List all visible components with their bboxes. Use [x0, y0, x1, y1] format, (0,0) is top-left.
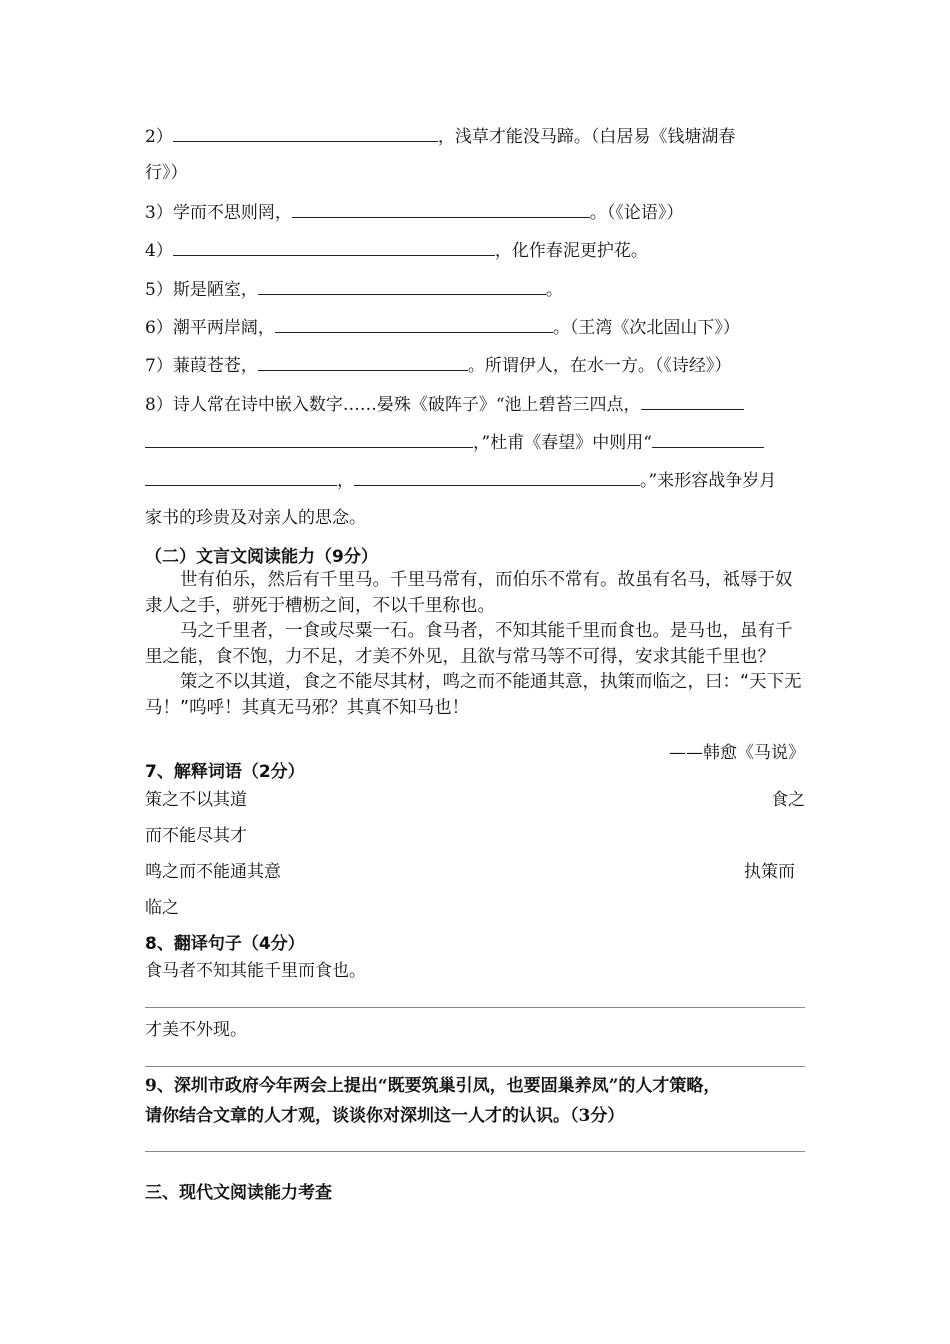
question-2-wrap: 行》） — [145, 163, 188, 183]
answer-blank[interactable] — [145, 429, 473, 448]
q8-sentence-2: 才美不外现。 — [145, 1020, 247, 1040]
q7-item-3: 鸣之而不能通其意 — [145, 862, 281, 882]
question-5: 5）斯是陋室， 。 — [145, 276, 563, 302]
question-8-line3: ， 。”来形容战争岁月 — [145, 467, 776, 493]
question-8-line4: 家书的珍贵及对亲人的思念。 — [145, 508, 366, 528]
q7-item-4a: 执策而 — [744, 862, 795, 882]
answer-blank[interactable] — [292, 199, 590, 218]
answer-blank[interactable] — [275, 314, 553, 333]
question-8-line2: ，”杜甫《春望》中则用“ — [145, 429, 764, 455]
passage-source: ——韩愈《马说》 — [669, 743, 805, 763]
answer-line[interactable] — [145, 1007, 805, 1008]
answer-line[interactable] — [145, 1066, 805, 1067]
passage-paragraph-2: 马之千里者，一食或尽粟一石。食马者，不知其能千里而食也。是马也，虽有千里之能，食不饱，力不足，才美不外见，且欲与常马等不可得，安求其能千里也？ — [145, 621, 793, 667]
question-4: 4） ，化作春泥更护花。 — [145, 237, 648, 263]
section-3-heading: 三、现代文阅读能力考查 — [145, 1183, 332, 1203]
q9-line-1: 9、深圳市政府今年两会上提出“既要筑巢引凤，也要固巢养凤”的人才策略， — [145, 1076, 721, 1096]
q8-heading: 8、翻译句子（4分） — [145, 934, 305, 954]
answer-blank[interactable] — [173, 237, 495, 256]
q7-item-1: 策之不以其道 — [145, 790, 247, 810]
q7-item-4b: 临之 — [145, 898, 179, 918]
classical-heading: （二）文言文阅读能力（9分） — [145, 547, 378, 567]
q7-heading: 7、解释词语（2分） — [145, 762, 305, 782]
answer-blank[interactable] — [173, 123, 438, 142]
question-2: 2） ，浅草才能没马蹄。（白居易《钱塘湖春 — [145, 123, 735, 149]
q7-item-2b: 而不能尽其才 — [145, 826, 247, 846]
answer-blank[interactable] — [641, 391, 744, 410]
passage-paragraph-1: 世有伯乐，然后有千里马。千里马常有，而伯乐不常有。故虽有名马，祗辱于奴隶人之手，骈死于槽枥之间，不以千里称也。 — [145, 570, 793, 616]
answer-blank[interactable] — [145, 467, 337, 486]
question-3: 3）学而不思则罔， 。（《论语》） — [145, 199, 683, 225]
answer-line[interactable] — [145, 1151, 805, 1152]
classical-passage — [145, 568, 805, 721]
question-6: 6）潮平两岸阔， 。（王湾《次北固山下》） — [145, 314, 740, 340]
answer-blank[interactable] — [258, 276, 546, 295]
answer-blank[interactable] — [354, 467, 640, 486]
question-7-poem: 7）蒹葭苍苍， 。所谓伊人，在水一方。（《诗经》） — [145, 352, 731, 378]
q7-item-2a: 食之 — [771, 790, 805, 810]
answer-blank[interactable] — [652, 429, 764, 448]
q9-line-2: 请你结合文章的人才观，谈谈你对深圳这一人才的认识。（3分） — [145, 1106, 625, 1126]
answer-blank[interactable] — [258, 352, 468, 371]
passage-paragraph-3: 策之不以其道，食之不能尽其材，鸣之而不能通其意，执策而临之，曰：“天下无马！”呜呼！其真无马邪？其真不知马也！ — [145, 672, 802, 718]
q8-sentence-1: 食马者不知其能千里而食也。 — [145, 961, 366, 981]
question-8-line1: 8）诗人常在诗中嵌入数字……晏殊《破阵子》“池上碧苔三四点， — [145, 391, 744, 417]
